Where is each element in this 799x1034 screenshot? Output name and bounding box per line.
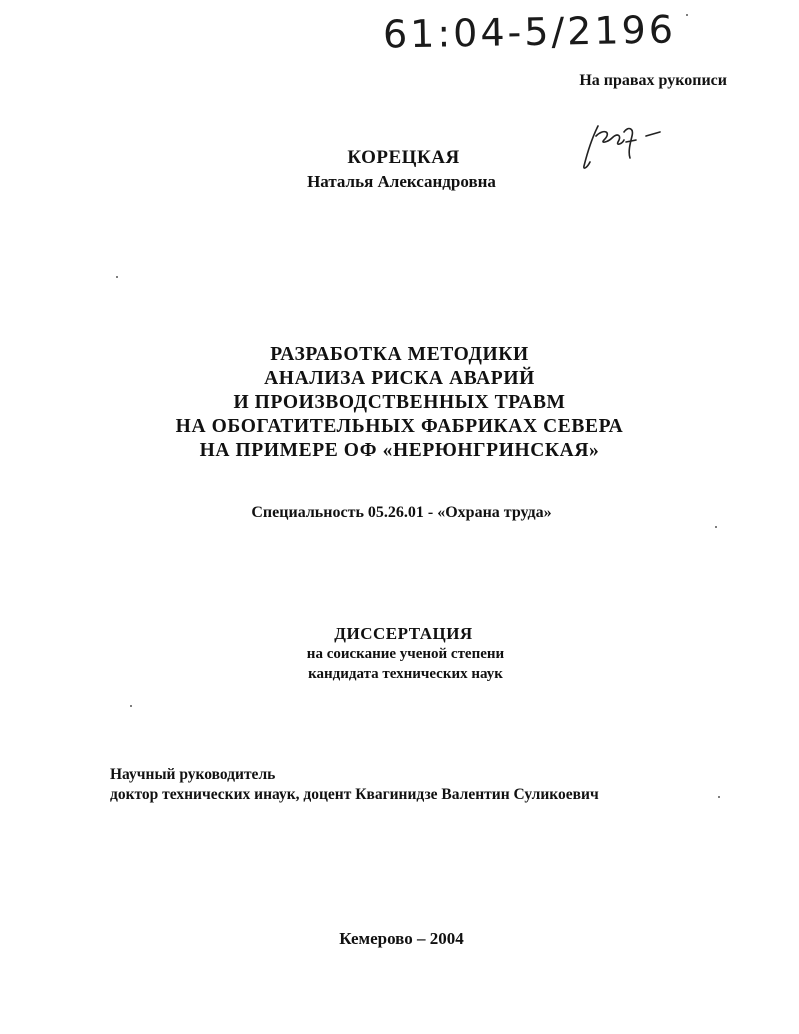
author-surname: КОРЕЦКАЯ bbox=[347, 147, 460, 168]
scan-speck bbox=[116, 276, 118, 278]
scan-speck bbox=[718, 796, 720, 798]
dissertation-heading: ДИССЕРТАЦИЯ bbox=[334, 624, 473, 643]
advisor-name: доктор технических инаук, доцент Квагинидзе Валентин Суликоевич bbox=[110, 786, 599, 803]
advisor-label: Научный руководитель bbox=[110, 766, 276, 783]
city-year: Кемерово – 2004 bbox=[339, 929, 464, 948]
title-line-2: АНАЛИЗА РИСКА АВАРИЙ bbox=[264, 368, 535, 389]
title-line-4: НА ОБОГАТИТЕЛЬНЫХ ФАБРИКАХ СЕВЕРА bbox=[175, 416, 624, 437]
speciality: Специальность 05.26.01 - «Охрана труда» bbox=[251, 504, 552, 521]
dissertation-title bbox=[0, 343, 799, 463]
scan-speck bbox=[130, 705, 132, 707]
author-name: Наталья Александровна bbox=[307, 172, 496, 191]
degree-line-1: на соискание ученой степени bbox=[306, 646, 505, 662]
title-line-5: НА ПРИМЕРЕ ОФ «НЕРЮНГРИНСКАЯ» bbox=[199, 440, 600, 461]
handwritten-archive-number: 61:04-5/2196 bbox=[382, 7, 677, 57]
scan-speck bbox=[715, 526, 717, 528]
rights-note: На правах рукописи bbox=[579, 72, 727, 89]
title-line-3: И ПРОИЗВОДСТВЕННЫХ ТРАВМ bbox=[233, 392, 566, 413]
title-line-1: РАЗРАБОТКА МЕТОДИКИ bbox=[270, 344, 529, 365]
degree-line-2: кандидата технических наук bbox=[308, 666, 503, 682]
scan-speck bbox=[686, 14, 688, 16]
